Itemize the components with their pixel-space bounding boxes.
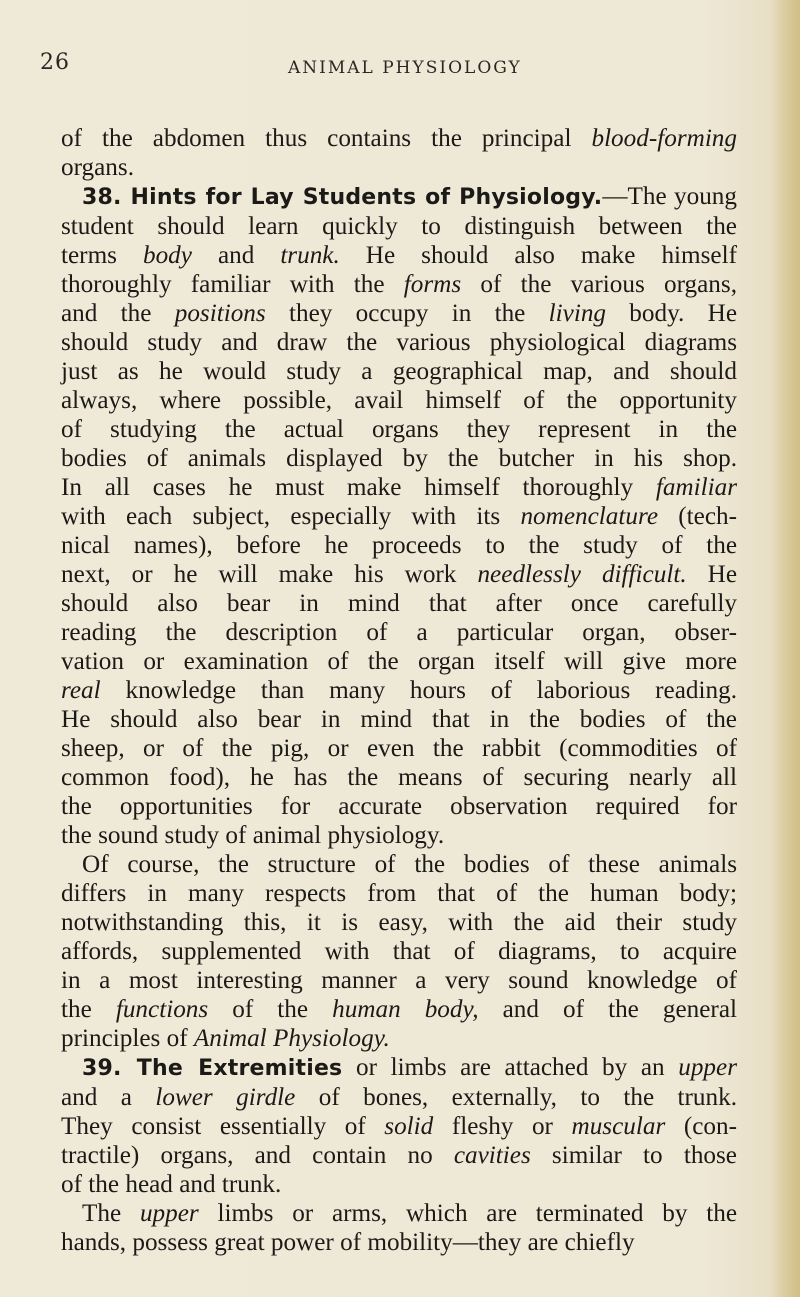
text-run: knowledge than many hours of laborious reading. <box>100 677 737 704</box>
text-line <box>61 1170 737 1199</box>
text-run: the sound study of animal physiology. <box>61 822 445 849</box>
text-line <box>61 821 737 850</box>
text-run: the <box>61 996 116 1023</box>
text-line <box>61 328 737 357</box>
italic-term: functions <box>115 996 209 1023</box>
text-line <box>61 1141 737 1170</box>
text-line <box>61 270 737 299</box>
text-run: The <box>82 1200 140 1227</box>
text-line <box>61 647 737 676</box>
text-run: or limbs are attached by an <box>342 1054 679 1081</box>
text-run: affords, supplemented with that of diagrams, to acquire <box>61 938 737 965</box>
text-line <box>61 792 737 821</box>
italic-term: lower girdle <box>155 1084 296 1111</box>
body-text <box>61 124 737 1257</box>
italic-term: cavities <box>453 1142 531 1169</box>
text-run: sheep, or of the pig, or even the rabbit (commodities of <box>61 735 737 762</box>
italic-term: forms <box>403 271 462 298</box>
text-line <box>61 124 737 153</box>
text-run: organs. <box>61 154 134 181</box>
italic-term: nomenclature <box>520 503 658 530</box>
text-run: and <box>191 242 281 269</box>
text-run: reading the description of a particular organ, obser- <box>61 619 737 646</box>
text-run: next, or he will make his work <box>61 561 478 588</box>
text-line <box>61 676 737 705</box>
italic-term: body <box>142 242 192 269</box>
italic-term: upper <box>139 1200 199 1227</box>
text-run: fleshy or <box>433 1113 572 1140</box>
italic-term: Animal Physiology. <box>193 1025 390 1052</box>
text-run: of the head and trunk. <box>61 1171 282 1198</box>
text-run: they occupy in the <box>265 300 549 327</box>
italic-term: solid <box>384 1113 434 1140</box>
text-line <box>61 763 737 792</box>
text-line <box>61 618 737 647</box>
text-line <box>61 212 737 241</box>
text-run: differs in many respects from that of the human body; <box>61 880 737 907</box>
text-run: should also bear in mind that after once carefully <box>61 590 737 617</box>
text-run: body. He <box>606 300 738 327</box>
text-run: common food), he has the means of securing nearly all <box>61 764 737 791</box>
italic-term: trunk. <box>280 242 340 269</box>
page-header <box>40 50 740 80</box>
text-line <box>61 444 737 473</box>
italic-term: needlessly difficult. <box>477 561 687 588</box>
text-line <box>61 966 737 995</box>
text-run: principles of <box>61 1025 194 1052</box>
text-run: of studying the actual organs they represent in the <box>61 416 737 443</box>
text-run: In all cases he must make himself thoroughly <box>61 474 656 501</box>
text-run: He <box>686 561 738 588</box>
text-run: limbs or arms, which are terminated by the <box>198 1200 737 1227</box>
text-line <box>61 1228 737 1257</box>
text-run: and the <box>61 300 175 327</box>
section-heading: 39. The Extremities <box>82 1056 343 1081</box>
text-run: should study and draw the various physiological diagrams <box>61 329 737 356</box>
section-heading: 38. Hints for Lay Students of Physiology. <box>82 185 603 210</box>
text-run: nical names), before he proceeds to the study of the <box>61 532 737 559</box>
text-line <box>61 1083 737 1112</box>
text-run: thoroughly familiar with the <box>61 271 404 298</box>
text-run: He should also make himself <box>339 242 737 269</box>
text-line <box>61 1024 737 1053</box>
italic-term: familiar <box>655 474 737 501</box>
text-run: tractile) organs, and contain no <box>61 1142 454 1169</box>
text-run: always, where possible, avail himself of the opportunity <box>61 387 737 414</box>
text-run: terms <box>61 242 143 269</box>
text-run: similar to those <box>530 1142 737 1169</box>
text-run: notwithstanding this, it is easy, with the aid their study <box>61 909 737 936</box>
text-run: of the various organs, <box>461 271 737 298</box>
text-line <box>61 241 737 270</box>
text-line <box>61 995 737 1024</box>
text-run: —The young <box>602 183 737 210</box>
text-line <box>61 531 737 560</box>
text-run: Of course, the structure of the bodies of these animals <box>82 851 737 878</box>
text-line <box>61 705 737 734</box>
text-run: the opportunities for accurate observation required for <box>61 793 737 820</box>
italic-term: living <box>548 300 607 327</box>
text-line <box>61 415 737 444</box>
text-line <box>61 734 737 763</box>
text-run: He should also bear in mind that in the bodies of the <box>61 706 737 733</box>
text-run: just as he would study a geographical map, and should <box>61 358 737 385</box>
italic-term: real <box>61 677 101 704</box>
text-run: vation or examination of the organ itself will give more <box>61 648 737 675</box>
text-run: and of the general <box>478 996 737 1023</box>
italic-term: human body, <box>332 996 479 1023</box>
text-line <box>61 560 737 589</box>
text-line <box>61 589 737 618</box>
text-run: bodies of animals displayed by the butcher in his shop. <box>61 445 737 472</box>
text-line <box>61 357 737 386</box>
text-run: hands, possess great power of mobility—they are chiefly <box>61 1229 635 1256</box>
text-run: of bones, externally, to the trunk. <box>295 1084 738 1111</box>
text-run: in a most interesting manner a very sound knowledge of <box>61 967 737 994</box>
text-line <box>61 908 737 937</box>
text-line <box>61 879 737 908</box>
text-run: student should learn quickly to distinguish between the <box>61 213 737 240</box>
text-line <box>61 850 737 879</box>
text-line <box>61 473 737 502</box>
text-line <box>61 386 737 415</box>
text-line <box>61 153 737 182</box>
text-line <box>61 1112 737 1141</box>
italic-term: blood-forming <box>591 125 737 152</box>
text-run: of the abdomen thus contains the principal <box>61 125 592 152</box>
text-line <box>61 1053 737 1083</box>
text-run: of the <box>208 996 333 1023</box>
page-number: 26 <box>40 50 70 75</box>
text-line <box>61 937 737 966</box>
text-run: and a <box>61 1084 156 1111</box>
text-run: with each subject, especially with its <box>61 503 521 530</box>
italic-term: upper <box>678 1054 737 1081</box>
page-edge-shadow <box>772 0 800 1297</box>
text-line <box>61 299 737 328</box>
text-line <box>61 182 737 212</box>
italic-term: muscular <box>571 1113 666 1140</box>
text-run: (con- <box>665 1113 737 1140</box>
running-head: ANIMAL PHYSIOLOGY <box>288 58 522 78</box>
text-run: (tech- <box>658 503 737 530</box>
text-run: They consist essentially of <box>61 1113 385 1140</box>
text-line <box>61 1199 737 1228</box>
text-line <box>61 502 737 531</box>
italic-term: positions <box>174 300 266 327</box>
